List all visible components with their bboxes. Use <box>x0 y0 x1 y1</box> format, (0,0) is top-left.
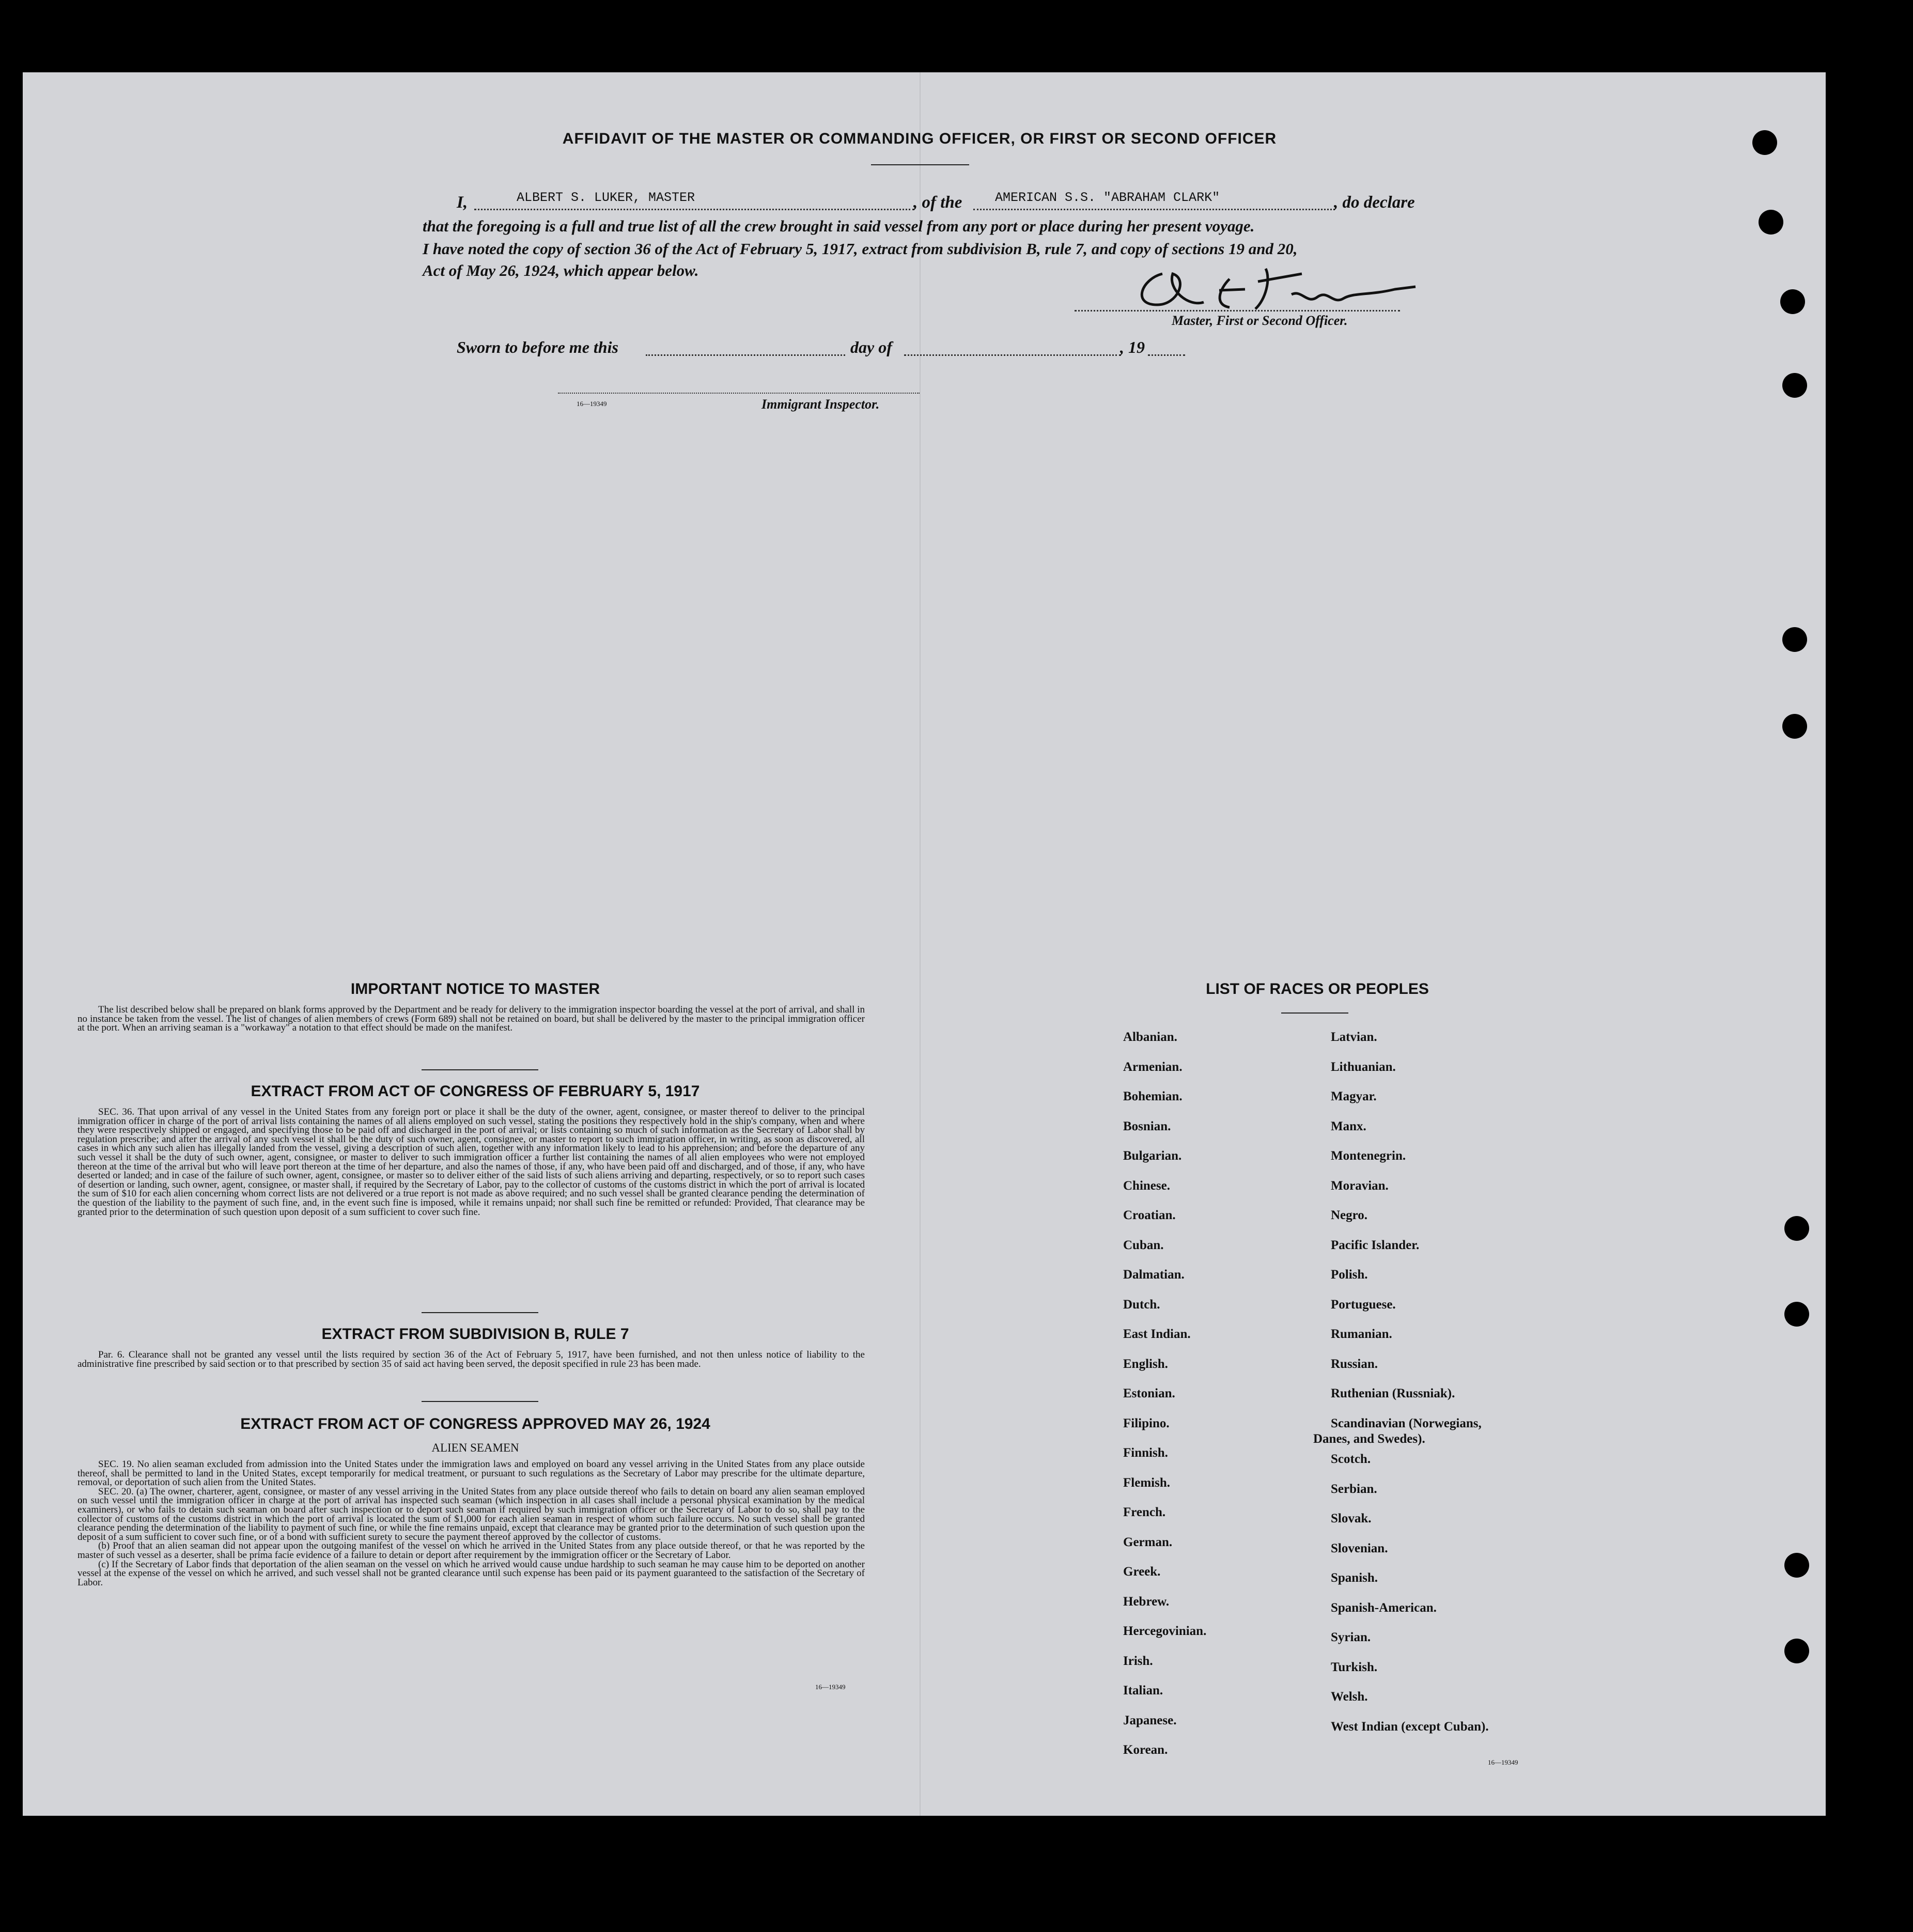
races-title-rule <box>1281 1012 1348 1014</box>
section-rule <box>422 1069 538 1070</box>
race-item: Turkish. <box>1331 1660 1378 1674</box>
race-item: German. <box>1123 1535 1173 1549</box>
punch-hole <box>1784 1639 1809 1663</box>
race-item: Latvian. <box>1331 1030 1377 1044</box>
punch-hole <box>1780 289 1805 314</box>
master-name-value: ALBERT S. LUKER, MASTER <box>517 190 695 205</box>
race-item: Bohemian. <box>1123 1089 1183 1103</box>
inspector-signature-line <box>558 393 920 394</box>
affidavit-title: AFFIDAVIT OF THE MASTER OR COMMANDING OFFICER, OR FIRST OR SECOND OFFICER <box>562 130 1277 147</box>
sec20c-paragraph: (c) If the Secretary of Labor finds that deportation of the alien seaman on the vessel on which he arrived would cause undue hardship to such seaman he may cause him to be deported on another vessel at the expense of the vessel on which he arrived, and such vessel shall not be granted clearance until such expense has been paid or its payment guaranteed to the satisfaction of the Secretary of Labor. <box>77 1559 865 1588</box>
race-item: West Indian (except Cuban). <box>1331 1719 1489 1734</box>
race-item: English. <box>1123 1357 1168 1371</box>
affidavit-line-4: Act of May 26, 1924, which appear below. <box>423 261 699 279</box>
race-item: Armenian. <box>1123 1060 1183 1074</box>
race-item: Cuban. <box>1123 1238 1164 1252</box>
inspector-caption: Immigrant Inspector. <box>761 397 880 412</box>
race-item: Albanian. <box>1123 1030 1177 1044</box>
race-item: Flemish. <box>1123 1475 1170 1490</box>
race-item: Estonian. <box>1123 1386 1175 1400</box>
race-item: Finnish. <box>1123 1446 1168 1460</box>
race-item: Welsh. <box>1331 1690 1368 1704</box>
race-item: Montenegrin. <box>1331 1149 1406 1163</box>
affidavit-line-2: that the foregoing is a full and true list of all the crew brought in said vessel from any port or place during her present voyage. <box>423 217 1255 235</box>
race-item: Manx. <box>1331 1119 1366 1133</box>
race-item: Syrian. <box>1331 1630 1371 1644</box>
extract-1924-title: EXTRACT FROM ACT OF CONGRESS APPROVED MAY 26, 1924 <box>240 1415 710 1432</box>
year-label: , 19 <box>1120 338 1145 356</box>
extract-1924-text <box>77 1460 865 1587</box>
vessel-name-value: AMERICAN S.S. "ABRAHAM CLARK" <box>995 190 1220 205</box>
alien-seamen-subtitle: ALIEN SEAMEN <box>431 1441 519 1454</box>
form-number: 16—19349 <box>577 400 607 408</box>
punch-hole <box>1752 130 1777 155</box>
race-item: Irish. <box>1123 1654 1153 1668</box>
notice-text <box>77 1005 865 1033</box>
race-item: Dutch. <box>1123 1297 1160 1312</box>
extract-1917-title: EXTRACT FROM ACT OF CONGRESS OF FEBRUARY 5, 1917 <box>251 1083 700 1100</box>
race-item: Slovenian. <box>1331 1541 1388 1555</box>
sec19-paragraph: SEC. 19. No alien seaman excluded from admission into the United States under the immigration laws and employed on board any vessel arriving in the United States from any place outside thereof, shall be permitted to land in the United States, except temporarily for medical treatment, or pursuant to such regulations as the Secretary of Labor may prescribe for the ultimate departure, removal, or deportation of such alien from the United States. <box>77 1459 865 1488</box>
punch-hole <box>1784 1302 1809 1327</box>
par6-paragraph: Par. 6. Clearance shall not be granted any vessel until the lists required by section 36 of the Act of February 5, 1917, have been furnished, and not then unless notice of liability to the administrative fine prescribed by said section or to that prescribed by section 35 of said act having been served, the deposit specified in rule 23 has been made. <box>77 1349 865 1369</box>
punch-hole <box>1782 373 1807 398</box>
race-item: Hebrew. <box>1123 1594 1170 1609</box>
race-item: Bosnian. <box>1123 1119 1171 1133</box>
race-item: Danes, and Swedes). <box>1313 1431 1425 1446</box>
section-rule <box>422 1312 538 1313</box>
subdivision-text <box>77 1350 865 1368</box>
race-item: Hercegovinian. <box>1123 1624 1207 1638</box>
race-item: Filipino. <box>1123 1416 1170 1430</box>
race-item: Magyar. <box>1331 1089 1377 1103</box>
sworn-year-field[interactable] <box>1148 354 1185 356</box>
race-item: Polish. <box>1331 1268 1368 1282</box>
do-declare-label: , do declare <box>1334 193 1415 212</box>
day-of-label: day of <box>850 338 892 356</box>
race-item: Portuguese. <box>1331 1297 1396 1312</box>
race-item: Greek. <box>1123 1565 1161 1579</box>
race-item: Bulgarian. <box>1123 1149 1182 1163</box>
punch-hole <box>1759 210 1783 235</box>
notice-paragraph: The list described below shall be prepared on blank forms approved by the Department and be ready for delivery to the immigration inspector boarding the vessel at the port of arrival, and shall in no instance be taken from the vessel. The list of changes of alien members of crews (Form 689) shall not be retained on board, but shall be delivered by the master to the principal immigration officer at the port. When an arriving seaman is a "workaway" a notation to that effect should be made on the manifest. <box>77 1004 865 1034</box>
form-number: 16—19349 <box>815 1683 846 1691</box>
race-item: Scandinavian (Norwegians, <box>1331 1416 1482 1430</box>
punch-hole <box>1784 1216 1809 1241</box>
punch-hole <box>1784 1553 1809 1578</box>
sec36-paragraph: SEC. 36. That upon arrival of any vessel in the United States from any foreign port or place it shall be the duty of the owner, agent, consignee, or master thereof to deliver to the principal immigration officer in charge of the port of arrival lists containing the names of all aliens employed on such vessel, stating the positions they respectively hold in the ship's company, when and where they were respectively shipped or engaged, and specifying those to be paid off and discharged in the port of arrival; or lists containing so much of such information as the Secretary of Labor shall by regulation prescribe; and after the arrival of any such vessel it shall be the duty of such owner, agent, consignee, or master to report to such immigration officer, in writing, as soon as discovered, all cases in which any such alien has illegally landed from the vessel, giving a description of such alien, together with any information likely to lead to his apprehension; and before the departure of any such vessel it shall be the duty of such owner, agent, consignee, or master to deliver to such immigration officer a further list containing the names of all alien employees who were not employed thereon at the time of the arrival but who will leave port thereon at the time of her departure, and also the names of those, if any, who have been paid off and discharged, and of those, if any, who have deserted or landed; and in case of the failure of such owner, agent, consignee, or master so to deliver either of the said lists of such aliens arriving and departing, respectively, or so to report such cases of desertion or landing, such owner, agent, consignee, or master shall, if required by the Secretary of Labor, pay to the collector of customs of the customs district in which the port of arrival is located the sum of $10 for each alien concerning whom correct lists are not delivered or a true report is not made as above required; and no such vessel shall be granted clearance pending the determination of the question of the liability to the payment of such fine, and, in the event such fine is imposed, while it remains unpaid; nor shall such fine be remitted or refunded: Provided, That clearance may be granted prior to the determination of such question upon deposit of a sum sufficient to cover such fine. <box>77 1107 865 1218</box>
race-item: Spanish-American. <box>1331 1600 1437 1615</box>
sec20b-paragraph: (b) Proof that an alien seaman did not appear upon the outgoing manifest of the vessel on which he arrived in the United States from any place outside thereof, or that he was reported by the master of such vessel as a deserter, shall be prima facie evidence of a failure to detain or deport after requirement by the immigration officer or the Secretary of Labor. <box>77 1540 865 1561</box>
sec20a-paragraph: SEC. 20. (a) The owner, charterer, agent, consignee, or master of any vessel arriving in the United States from any place outside thereof who fails to detain on board any alien seaman employed on such vessel until the immigration officer in charge at the port of arrival has inspected such seaman (which inspection in all cases shall include a personal physical examination by the medical examiners), or who fails to detain such seaman on board after such inspection or to deport such seaman if required by such immigration officer or the Secretary of Labor to do so, shall pay to the collector of customs of the customs district in which the port of arrival is located the sum of $1,000 for each alien seaman in respect of whom such failure occurs. No such vessel shall be granted clearance pending the determination of the liability to payment of such fine, or while the fine remains unpaid, except that clearance may be granted prior to the determination of such question upon the deposit of a sum sufficient to cover such fine, or of a bond with sufficient surety to secure the payment thereof approved by the collector of customs. <box>77 1486 865 1543</box>
affidavit-line-1 <box>457 193 468 212</box>
affidavit-line-3: I have noted the copy of section 36 of the Act of February 5, 1917, extract from subdivision B, rule 7, and copy of sections 19 and 20, <box>423 240 1298 258</box>
race-item: Lithuanian. <box>1331 1060 1396 1074</box>
race-item: Dalmatian. <box>1123 1268 1185 1282</box>
race-item: Russian. <box>1331 1357 1378 1371</box>
race-item: Croatian. <box>1123 1208 1176 1222</box>
race-item: Negro. <box>1331 1208 1368 1222</box>
race-item: Scotch. <box>1331 1452 1371 1466</box>
signature-caption: Master, First or Second Officer. <box>1172 313 1348 328</box>
race-item: Chinese. <box>1123 1178 1170 1193</box>
race-item: Ruthenian (Russniak). <box>1331 1386 1455 1400</box>
section-rule <box>422 1401 538 1402</box>
races-title: LIST OF RACES OR PEOPLES <box>1206 980 1429 998</box>
sworn-day-field[interactable] <box>646 354 845 356</box>
title-rule <box>871 164 969 165</box>
race-item: Italian. <box>1123 1684 1163 1697</box>
master-name-field[interactable] <box>474 209 914 210</box>
race-item: French. <box>1123 1505 1166 1519</box>
of-the-label: , of the <box>913 193 962 212</box>
race-item: Pacific Islander. <box>1331 1238 1420 1252</box>
vessel-name-field[interactable] <box>973 209 1335 210</box>
punch-hole <box>1782 627 1807 652</box>
race-item: Slovak. <box>1331 1512 1372 1525</box>
fold-line <box>920 72 921 1816</box>
i-label: I, <box>457 193 468 212</box>
notice-title: IMPORTANT NOTICE TO MASTER <box>350 980 600 998</box>
race-item: Korean. <box>1123 1743 1168 1757</box>
race-item: Japanese. <box>1123 1713 1177 1727</box>
subdivision-title: EXTRACT FROM SUBDIVISION B, RULE 7 <box>321 1326 629 1343</box>
punch-hole <box>1782 714 1807 739</box>
race-item: Moravian. <box>1331 1178 1389 1193</box>
sworn-month-field[interactable] <box>904 354 1121 356</box>
race-item: Serbian. <box>1331 1482 1377 1496</box>
form-number: 16—19349 <box>1488 1758 1518 1766</box>
signature-line <box>1075 310 1400 311</box>
extract-1917-text <box>77 1108 865 1217</box>
race-item: East Indian. <box>1123 1327 1191 1341</box>
master-signature <box>1126 258 1421 315</box>
race-item: Spanish. <box>1331 1571 1378 1585</box>
race-item: Rumanian. <box>1331 1327 1392 1341</box>
sworn-label: Sworn to before me this <box>457 338 618 356</box>
